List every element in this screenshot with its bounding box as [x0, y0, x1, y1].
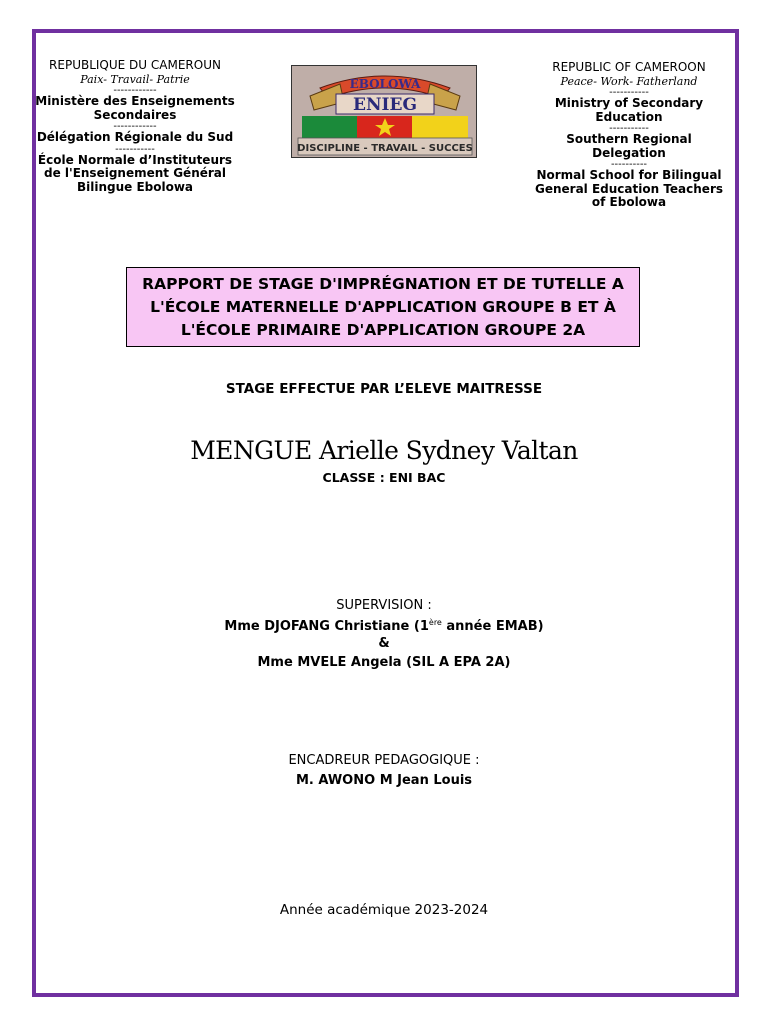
supervisor-1-name: Mme DJOFANG Christiane (1: [224, 619, 429, 634]
report-title: RAPPORT DE STAGE D'IMPRÉGNATION ET DE TUTELLE A L'ÉCOLE MATERNELLE D'APPLICATION GROUPE B ET À L'ÉCOLE PRIMAIRE D'APPLICATION GROUPE 2A: [142, 274, 624, 339]
supervisor-1-superscript: ère: [428, 618, 442, 627]
logo-top-text: EBOLOWA: [349, 77, 421, 91]
logo-banner-text: DISCIPLINE - TRAVAIL - SUCCES: [297, 143, 473, 154]
stage-by-label: STAGE EFFECTUE PAR L’ELEVE MAITRESSE: [225, 381, 543, 397]
delegation-fr: Délégation Régionale du Sud: [36, 130, 234, 144]
separator: -----------: [609, 87, 649, 98]
header-right-english: [530, 61, 728, 210]
encadreur-name: M. AWONO M Jean Louis: [295, 773, 473, 788]
country-name-fr: REPUBLIQUE DU CAMEROUN: [49, 58, 221, 72]
separator: -----------: [115, 143, 155, 155]
ampersand: &: [378, 636, 390, 651]
motto-en: Peace- Work- Fatherland: [560, 74, 698, 88]
student-class: CLASSE : ENI BAC: [322, 470, 446, 485]
report-title-box: [126, 267, 640, 347]
school-en: Normal School for Bilingual General Education Teachers of Ebolowa: [534, 168, 723, 209]
logo-main-text: ENIEG: [353, 95, 417, 115]
country-name-en: REPUBLIC OF CAMEROON: [552, 60, 706, 74]
supervisor-2: Mme MVELE Angela (SIL A EPA 2A): [257, 655, 511, 670]
school-logo: [291, 65, 477, 158]
supervisor-1-class: année EMAB): [441, 619, 544, 634]
academic-year: Année académique 2023-2024: [279, 902, 489, 918]
ministry-en: Ministry of Secondary Education: [554, 96, 704, 124]
school-fr: École Normale d’Instituteurs de l'Enseignement Général Bilingue Ebolowa: [37, 152, 233, 194]
separator: -----------: [609, 123, 649, 134]
delegation-en: Southern Regional Delegation: [566, 132, 692, 160]
supervision-label: SUPERVISION :: [336, 598, 432, 613]
ministry-fr: Ministère des Enseignements Secondaires: [35, 94, 235, 122]
supervisor-1: [32, 618, 736, 634]
separator: ------------: [113, 121, 157, 132]
student-name: MENGUE Arielle Sydney Valtan: [190, 436, 578, 465]
encadreur-label: ENCADREUR PEDAGOGIQUE :: [288, 753, 480, 768]
separator: ------------: [113, 85, 157, 96]
separator: ----------: [610, 159, 648, 170]
motto-fr: Paix- Travail- Patrie: [80, 72, 190, 86]
header-left-french: [35, 59, 235, 194]
